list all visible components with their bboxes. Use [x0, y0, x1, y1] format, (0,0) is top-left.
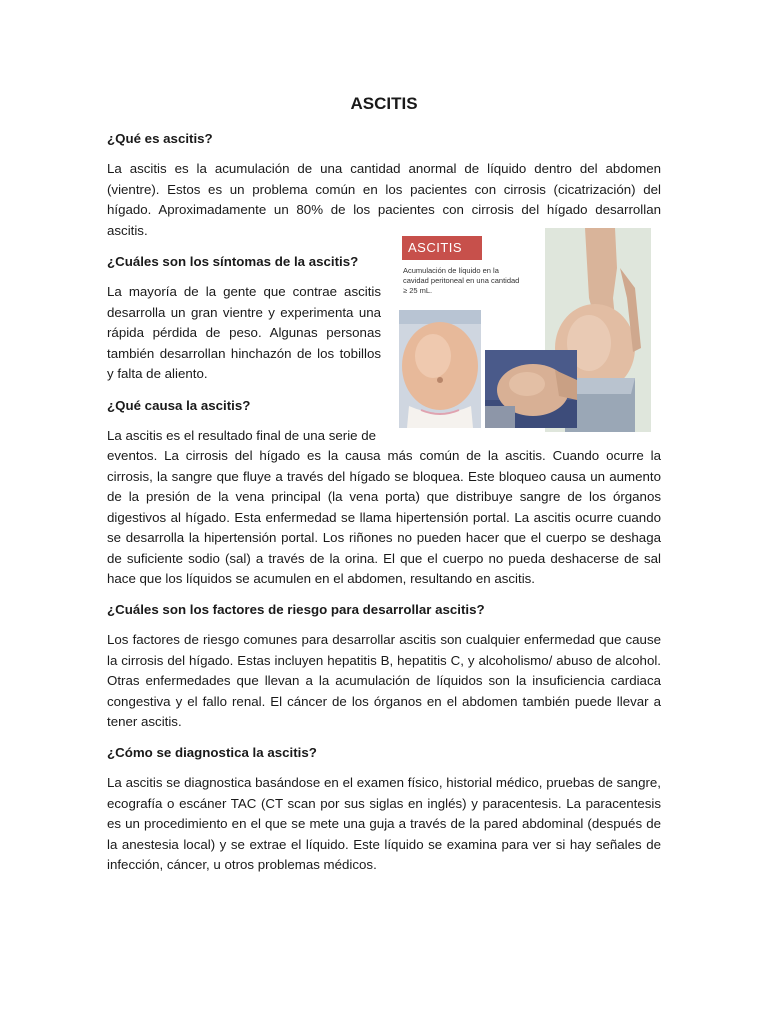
section-heading-what-is: ¿Qué es ascitis?	[107, 131, 213, 146]
section-heading-causes: ¿Qué causa la ascitis?	[107, 398, 251, 413]
section-text-causes-line1: La ascitis es el resultado final de una serie de	[107, 428, 377, 443]
section-text-diagnosis: La ascitis se diagnostica basándose en el examen físico, historial médico, pruebas de sangre, ecografía o escáner TAC (CT scan por sus siglas en inglés) y paracentesis. La paracentesis es un procedimiento en el que se mete una guja a través de la pared abdominal (después de la anestesia local) y se extrae el líquido. Este líquido se examina para ver si hay señales de infección, cáncer, u otros problemas médicos.	[107, 775, 661, 872]
section-text-risk-factors: Los factores de riesgo comunes para desarrollar ascitis son cualquier enfermedad que cause la cirrosis del hígado. Estas incluyen hepatitis B, hepatitis C, y alcoholismo/ abuso de alcohol. Otras enfermedades que llevan a la acumulación de líquidos son la insuficiencia cardiaca congestiva y el fallo renal. El cáncer de los órganos en el abdomen también puede llevar a tener ascitis.	[107, 632, 661, 729]
section-heading-risk-factors: ¿Cuáles son los factores de riesgo para desarrollar ascitis?	[107, 602, 485, 617]
document-title: ASCITIS	[350, 94, 418, 113]
ascitis-figure	[397, 228, 663, 432]
section-heading-symptoms: ¿Cuáles son los síntomas de la ascitis?	[107, 254, 359, 269]
figure-caption-line: Acumulación de líquido en la	[403, 266, 499, 275]
patient-frontal-photo	[399, 310, 481, 428]
figure-caption-line: cavidad peritoneal en una cantidad	[403, 276, 520, 285]
figure-label: ASCITIS	[402, 236, 482, 260]
figure-caption-line: ≥ 25 mL.	[403, 286, 433, 295]
figure-caption	[403, 266, 543, 296]
section-heading-diagnosis: ¿Cómo se diagnostica la ascitis?	[107, 745, 317, 760]
section-text-symptoms: La mayoría de la gente que contrae ascitis desarrolla un gran vientre y experimenta una rápida pérdida de peso. Algunas personas también desarrollan hinchazón de los tobillos y falta de aliento.	[107, 284, 381, 381]
patient-lying-photo	[485, 350, 577, 428]
section-text-causes: eventos. La cirrosis del hígado es la causa más común de la ascitis. Cuando ocurre la cirrosis, la sangre que fluye a través del hígado se bloquea. Este bloqueo causa un aumento de la presión de la vena principal (la vena porta) que distribuye sangre de los órganos digestivos al hígado. Esta enfermedad se llama hipertensión portal. La ascitis ocurre cuando se desarrolla la hipertensión portal. Los riñones no pueden hacer que el cuerpo se deshaga de suficiente sodio (sal) a través de la orina. El que el cuerpo no pueda deshacerse de sal hace que los líquidos se acumulen en el abdomen, resultando en ascitis.	[107, 448, 661, 586]
section-text-what-is: La ascitis es la acumulación de una cantidad anormal de líquido dentro del abdomen (vientre). Estos es un problema común en los pacientes con cirrosis (cicatrización) del hígado. Aproximadamente un 80% de los pacientes con cirrosis del hígado desarrollan ascitis.	[107, 161, 661, 238]
